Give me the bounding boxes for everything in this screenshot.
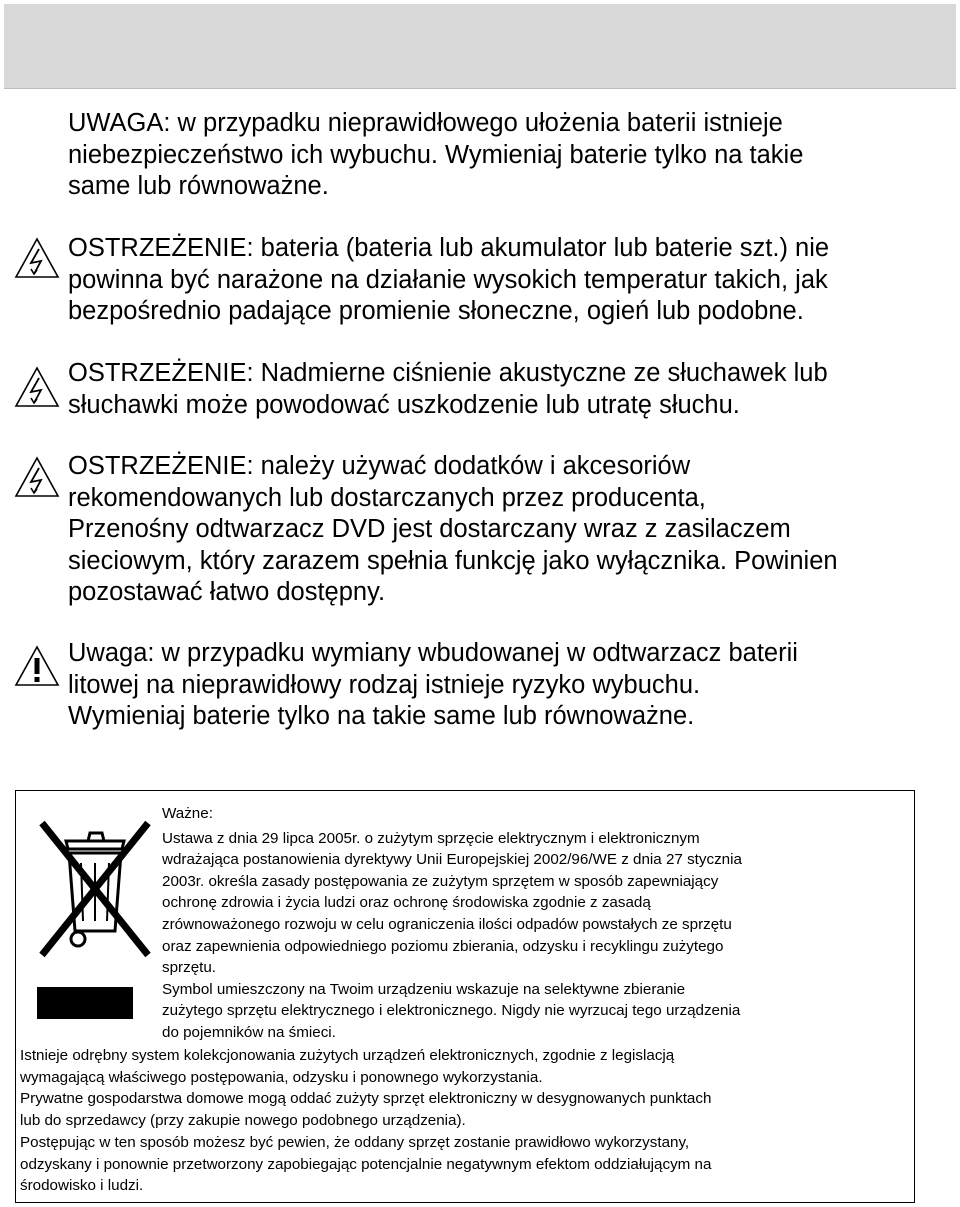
text-line: UWAGA: w przypadku nieprawidłowego ułożenia baterii istnieje: [68, 109, 783, 137]
text-line: oraz zapewnienia odpowiedniego poziomu zbierania, odzysku i recyklingu zużytego: [162, 937, 724, 955]
text-line: OSTRZEŻENIE: Nadmierne ciśnienie akustyczne ze słuchawek lub: [68, 359, 828, 387]
text-line: do pojemników na śmieci.: [162, 1023, 336, 1041]
lightning-warning-icon: [14, 455, 60, 499]
text-line: niebezpieczeństwo ich wybuchu. Wymieniaj baterie tylko na takie: [68, 140, 804, 169]
weee-notice-box: [15, 790, 915, 1203]
text-line: Istnieje odrębny system kolekcjonowania zużytych urządzeń elektronicznych, zgodnie z legislacją: [20, 1047, 675, 1064]
text-line: same lub równoważne.: [68, 172, 329, 200]
text-line: Symbol umieszczony na Twoim urządzeniu wskazuje na selektywne zbieranie: [162, 980, 686, 998]
lightning-warning-icon: [14, 365, 60, 409]
warning-battery-polarity: [68, 108, 948, 203]
text-line: słuchawki może powodować uszkodzenie lub utratę słuchu.: [68, 390, 740, 419]
notice-heading: Ważne:: [162, 805, 213, 822]
exclamation-warning-icon: [14, 644, 60, 688]
text-line: rekomendowanych lub dostarczanych przez producenta,: [68, 483, 706, 512]
text-line: bezpośrednio padające promienie słoneczne, ogień lub podobne.: [68, 297, 804, 325]
text-line: Uwaga: w przypadku wymiany wbudowanej w odtwarzacz baterii: [68, 639, 798, 667]
text-line: lub do sprzedawcy (przy zakupie nowego podobnego urządzenia).: [20, 1112, 466, 1130]
text-line: Ustawa z dnia 29 lipca 2005r. o zużytym sprzęcie elektrycznym i elektronicznym: [162, 829, 700, 847]
text-line: 2003r. określa zasady postępowania ze zużytym sprzętem w sposób zapewniający: [162, 872, 719, 890]
warning-accessories: [68, 451, 948, 609]
warning-battery-heat: [68, 233, 948, 328]
text-line: odzyskany i ponownie przetworzony zapobiegając potencjalnie negatywnym efektom oddziałującym na: [20, 1155, 712, 1173]
text-line: Prywatne gospodarstwa domowe mogą oddać zużyty sprzęt elektroniczny w desygnowanych punktach: [20, 1090, 712, 1108]
text-line: zużytego sprzętu elektrycznego i elektronicznego. Nigdy nie wyrzucaj tego urządzenia: [162, 1002, 741, 1020]
text-line: zrównoważonego rozwoju w celu ograniczenia ilości odpadów powstałych ze sprzętu: [162, 915, 732, 933]
text-line: środowisko i ludzi.: [20, 1177, 144, 1195]
text-line: wdrażająca postanowienia dyrektywy Unii Europejskiej 2002/96/WE z dnia 27 stycznia: [162, 851, 742, 869]
text-line: OSTRZEŻENIE: należy używać dodatków i akcesoriów: [68, 452, 691, 480]
lightning-warning-icon: [14, 236, 60, 280]
warning-lithium-battery: [68, 638, 948, 733]
weee-black-bar: [37, 987, 133, 1019]
text-line: sprzętu.: [162, 959, 217, 977]
text-line: Wymieniaj baterie tylko na takie same lub równoważne.: [68, 702, 695, 730]
crossed-out-wheelie-bin-icon: [36, 815, 154, 961]
text-line: litowej na nieprawidłowy rodzaj istnieje ryzyko wybuchu.: [68, 670, 701, 699]
text-line: powinna być narażone na działanie wysokich temperatur takich, jak: [68, 265, 828, 294]
header-bar: [4, 4, 956, 89]
text-line: wymagającą właściwego postępowania, odzysku i ponownego wykorzystania.: [20, 1068, 543, 1086]
text-line: OSTRZEŻENIE: bateria (bateria lub akumulator lub baterie szt.) nie: [68, 234, 830, 262]
weee-notice-text: [162, 803, 912, 1044]
text-line: ochronę zdrowia i życia ludzi oraz ochronę środowiska zgodnie z zasadą: [162, 894, 651, 912]
text-line: Postępując w ten sposób możesz być pewien, że oddany sprzęt zostanie prawidłowo wykorzystany,: [20, 1133, 690, 1151]
warning-headphones: [68, 358, 948, 421]
text-line: pozostawać łatwo dostępny.: [68, 578, 386, 606]
text-line: Przenośny odtwarzacz DVD jest dostarczany wraz z zasilaczem: [68, 515, 791, 543]
text-line: sieciowym, który zarazem spełnia funkcję jako wyłącznika. Powinien: [68, 546, 838, 575]
weee-notice-footer-text: [20, 1045, 910, 1197]
